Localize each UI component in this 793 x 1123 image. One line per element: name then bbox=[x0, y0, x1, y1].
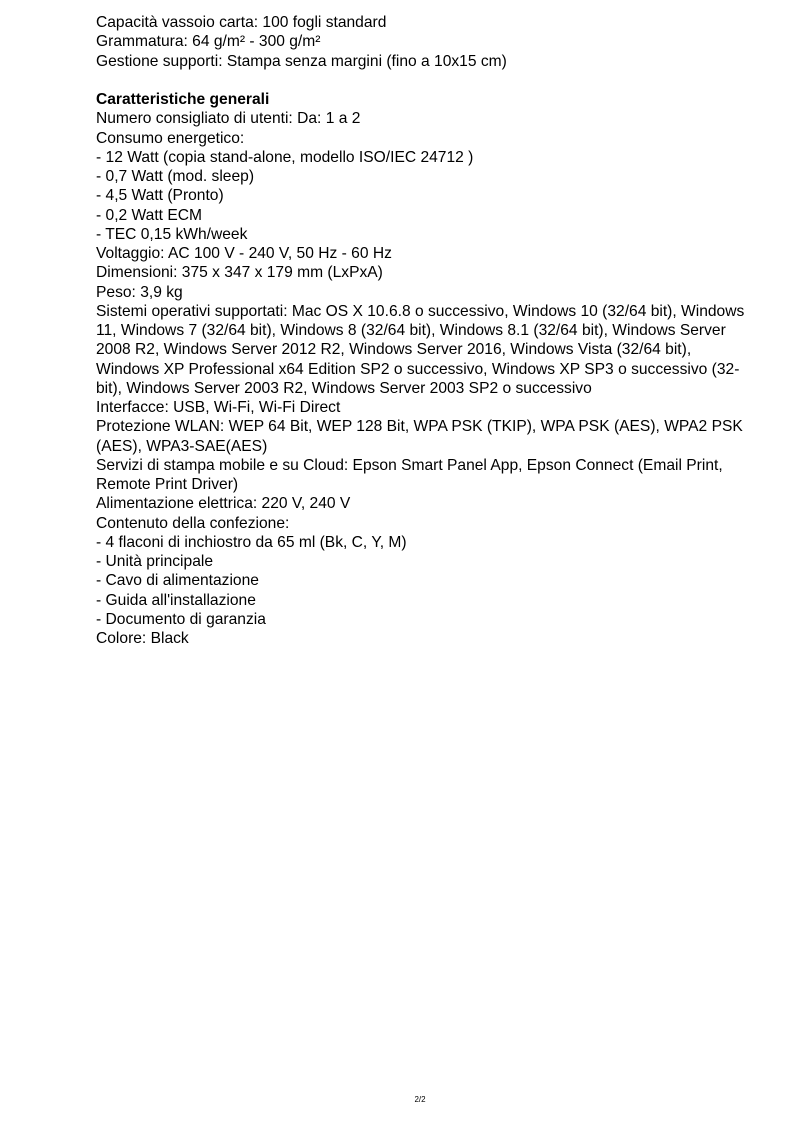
power-item: - 0,7 Watt (mod. sleep) bbox=[96, 168, 255, 185]
interfaces-line: Interfacce: USB, Wi-Fi, Wi-Fi Direct bbox=[96, 399, 341, 416]
package-item: - Unità principale bbox=[96, 553, 214, 570]
section-heading: Caratteristiche generali bbox=[96, 91, 270, 108]
power-supply-line: Alimentazione elettrica: 220 V, 240 V bbox=[96, 495, 351, 513]
color-line: Colore: Black bbox=[96, 630, 189, 647]
mobile-cloud-services-paragraph: Servizi di stampa mobile e su Cloud: Epson Smart Panel App, Epson Connect (Email Print, Remote Print Driver) bbox=[96, 456, 723, 493]
package-item: - 4 flaconi di inchiostro da 65 ml (Bk, C, Y, M) bbox=[96, 533, 407, 551]
dimensions-line: Dimensioni: 375 x 347 x 179 mm (LxPxA) bbox=[96, 264, 383, 282]
document-body bbox=[96, 13, 756, 648]
media-handling-line: Gestione supporti: Stampa senza margini (fino a 10x15 cm) bbox=[96, 52, 507, 70]
package-item: - Cavo di alimentazione bbox=[96, 572, 259, 590]
power-item: - 0,2 Watt ECM bbox=[96, 206, 202, 224]
package-contents-label: Contenuto della confezione: bbox=[96, 514, 290, 532]
weight-line: Peso: 3,9 kg bbox=[96, 283, 183, 301]
power-item: - 12 Watt (copia stand-alone, modello ISO/IEC 24712 ) bbox=[96, 148, 474, 166]
page-number: 2/2 bbox=[414, 1095, 426, 1104]
voltage-line: Voltaggio: AC 100 V - 240 V, 50 Hz - 60 Hz bbox=[96, 245, 392, 262]
package-item: - Documento di garanzia bbox=[96, 610, 266, 628]
package-item: - Guida all'installazione bbox=[96, 591, 256, 609]
paper-weight-line: Grammatura: 64 g/m² - 300 g/m² bbox=[96, 33, 321, 51]
blank-line bbox=[96, 71, 756, 90]
paper-capacity-line: Capacità vassoio carta: 100 fogli standard bbox=[96, 14, 387, 31]
power-item: - 4,5 Watt (Pronto) bbox=[96, 187, 224, 205]
power-consumption-label: Consumo energetico: bbox=[96, 129, 245, 147]
recommended-users-line: Numero consigliato di utenti: Da: 1 a 2 bbox=[96, 110, 361, 128]
supported-os-paragraph: Sistemi operativi supportati: Mac OS X 10.6.8 o successivo, Windows 10 (32/64 bit), Windows 11, Windows 7 (32/64 bit), Windows 8 (32/64 bit), Windows 8.1 (32/64 bit), Windows Server 2008 R2, Windows Server 2012 R2, Windows Server 2016, Windows Vista (32/64 bit), Windows XP Professional x64 Edition SP2 o successivo, Windows XP SP3 o successivo (32-bit), Windows Server 2003 R2, Windows Server 2003 SP2 o successivo bbox=[96, 302, 745, 397]
power-item: - TEC 0,15 kWh/week bbox=[96, 225, 248, 243]
wlan-security-paragraph: Protezione WLAN: WEP 64 Bit, WEP 128 Bit, WPA PSK (TKIP), WPA PSK (AES), WPA2 PSK (AES), WPA3-SAE(AES) bbox=[96, 418, 743, 455]
